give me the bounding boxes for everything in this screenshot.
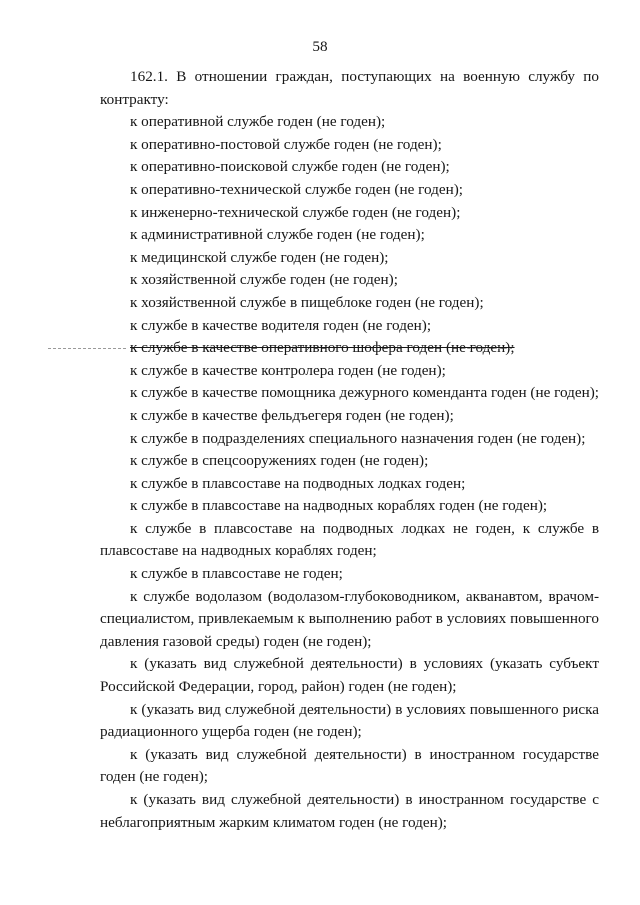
list-item: к оперативно-поисковой службе годен (не годен); [130, 158, 450, 176]
paragraph: к (указать вид служебной деятельности) в условиях (указать субъект Российской Федерации, город, район) годен (не годен); [100, 655, 599, 696]
list-item: к оперативно-постовой службе годен (не годен); [130, 135, 442, 153]
list-item: к службе в качестве контролера годен (не годен); [130, 361, 446, 379]
paragraph: к (указать вид служебной деятельности) в условиях повышенного риска радиационного ущерба годен (не годен); [100, 700, 599, 741]
paragraph: к (указать вид служебной деятельности) в иностранном государстве с неблагоприятным жарким климатом годен (не годен); [100, 791, 599, 831]
list-item: к службе в подразделениях специального назначения годен (не годен); [130, 429, 586, 447]
list-item: к службе в качестве фельдъегеря годен (не годен); [130, 406, 454, 424]
list-item: к службе в спецсооружениях годен (не годен); [130, 452, 429, 470]
strike-line-left [48, 348, 126, 349]
struck-item-text: к службе в качестве оперативного шофера годен (не годен); [130, 339, 515, 357]
document-body [100, 66, 599, 834]
paragraph: к службе водолазом (водолазом-глубоководником, акванавтом, врачом-специалистом, привлекаемым к выполнению работ в условиях повышенного давления газовой среды) годен (не годен); [100, 587, 599, 650]
list-item: к службе в плавсоставе на надводных кораблях годен (не годен); [130, 497, 548, 515]
list-item: к службе в плавсоставе на подводных лодках годен; [130, 474, 466, 492]
page-number: 58 [312, 38, 328, 55]
paragraph: к службе в плавсоставе на подводных лодках не годен, к службе в плавсоставе на надводных кораблях годен; [100, 519, 599, 560]
list-item: к хозяйственной службе годен (не годен); [130, 271, 398, 289]
intro-paragraph: 162.1. В отношении граждан, поступающих на военную службу по контракту: [100, 68, 599, 108]
list-item: к оперативной службе годен (не годен); [130, 113, 386, 131]
list-item: к административной службе годен (не годен); [130, 226, 425, 244]
list-item: к службе в качестве водителя годен (не годен); [130, 316, 432, 334]
struck-list-item [100, 337, 599, 360]
list-item: к медицинской службе годен (не годен); [130, 248, 389, 266]
list-item: к службе в плавсоставе не годен; [130, 565, 343, 583]
list-item: к хозяйственной службе в пищеблоке годен (не годен); [130, 293, 484, 311]
paragraph: к (указать вид служебной деятельности) в иностранном государстве годен (не годен); [100, 745, 599, 786]
list-item: к службе в качестве помощника дежурного коменданта годен (не годен); [130, 384, 599, 402]
list-item: к инженерно-технической службе годен (не годен); [130, 203, 461, 221]
list-item: к оперативно-технической службе годен (не годен); [130, 180, 464, 198]
strike-line-right [462, 348, 512, 349]
